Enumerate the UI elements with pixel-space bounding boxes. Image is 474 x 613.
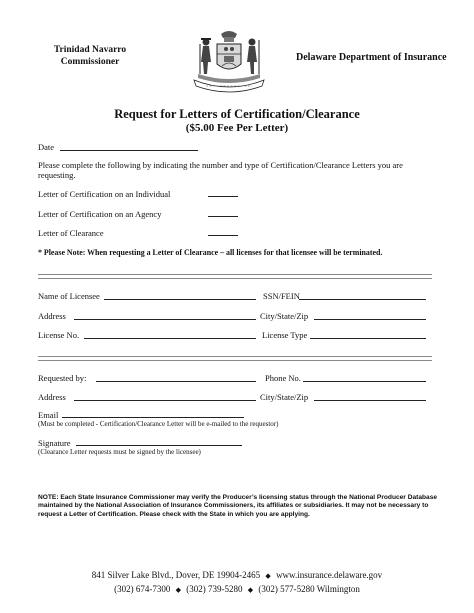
licensee-name-field[interactable]: [104, 299, 256, 300]
requested-by-field[interactable]: [96, 381, 256, 382]
footer-line-1: [0, 570, 474, 580]
licensee-city-field[interactable]: [314, 319, 426, 320]
letter-type-clearance-label: Letter of Clearance: [38, 228, 104, 238]
phone-field[interactable]: [303, 381, 426, 382]
date-label: Date: [38, 142, 55, 152]
ssn-label: SSN/FEIN: [263, 291, 300, 301]
requested-by-label: Requested by:: [38, 373, 87, 383]
footer-phone-1: (302) 674-7300: [114, 584, 171, 594]
signature-field[interactable]: [76, 445, 242, 446]
requestor-city-label: City/State/Zip: [260, 392, 309, 402]
diamond-icon: ◆: [265, 572, 271, 580]
footer-phone-2: (302) 739-5280: [186, 584, 243, 594]
delaware-state-seal-icon: [186, 28, 272, 96]
section-divider-2: [38, 356, 432, 361]
license-type-label: License Type: [262, 330, 308, 340]
license-no-field[interactable]: [84, 338, 256, 339]
commissioner-title: Commissioner: [60, 57, 120, 67]
footer-line-2: [0, 584, 474, 594]
email-field[interactable]: [62, 417, 244, 418]
letter-type-agency-qty[interactable]: [208, 216, 238, 217]
ssn-field[interactable]: [299, 299, 426, 300]
form-fee: ($5.00 Fee Per Letter): [185, 122, 289, 134]
footer-phone-3: (302) 577-5280 Wilmington: [258, 584, 360, 594]
license-type-field[interactable]: [310, 338, 426, 339]
licensee-city-label: City/State/Zip: [260, 311, 309, 321]
instructions-text: Please complete the following by indicating the number and type of Certification/Clearance Letters you are requesting.: [38, 160, 403, 180]
letter-type-individual-qty[interactable]: [208, 196, 238, 197]
letter-type-agency-label: Letter of Certification on an Agency: [38, 209, 162, 219]
footer-address: 841 Silver Lake Blvd., Dover, DE 19904-2465: [91, 570, 261, 580]
license-no-label: License No.: [38, 330, 80, 340]
phone-label: Phone No.: [265, 373, 301, 383]
producer-database-note: NOTE: Each State Insurance Commissioner may verify the Producer’s licensing status through the National Producer Database maintained by the National Association of Insurance Commissioners, its affiliates or subsidiaries. It may not be necessary to request a Letter of Certification. Please check with the State in which you are applying.: [38, 494, 438, 518]
email-note: (Must be completed - Certification/Clearance Letter will be e-mailed to the requestor): [38, 420, 279, 428]
signature-note: (Clearance Letter requests must be signed by the licensee): [38, 448, 201, 456]
department-name: Delaware Department of Insurance: [296, 52, 447, 63]
commissioner-name: Trinidad Navarro: [53, 45, 127, 55]
diamond-icon: ◆: [247, 586, 254, 594]
licensee-address-label: Address: [38, 311, 66, 321]
licensee-address-field[interactable]: [74, 319, 256, 320]
date-field[interactable]: [60, 150, 198, 151]
letter-type-clearance-qty[interactable]: [208, 235, 238, 236]
letter-type-individual-label: Letter of Certification on an Individual: [38, 189, 171, 199]
requestor-address-label: Address: [38, 392, 66, 402]
email-label: Email: [38, 410, 59, 420]
requestor-city-field[interactable]: [314, 400, 426, 401]
section-divider: [38, 274, 432, 279]
requestor-address-field[interactable]: [74, 400, 256, 401]
form-title: Request for Letters of Certification/Clearance: [114, 107, 360, 121]
commissioner-block: [35, 44, 145, 68]
signature-label: Signature: [38, 438, 71, 448]
licensee-name-label: Name of Licensee: [38, 291, 100, 301]
diamond-icon: ◆: [175, 586, 182, 594]
footer-website[interactable]: www.insurance.delaware.gov: [276, 570, 383, 580]
clearance-warning: * Please Note: When requesting a Letter of Clearance – all licenses for that licensee will be terminated.: [38, 248, 383, 257]
